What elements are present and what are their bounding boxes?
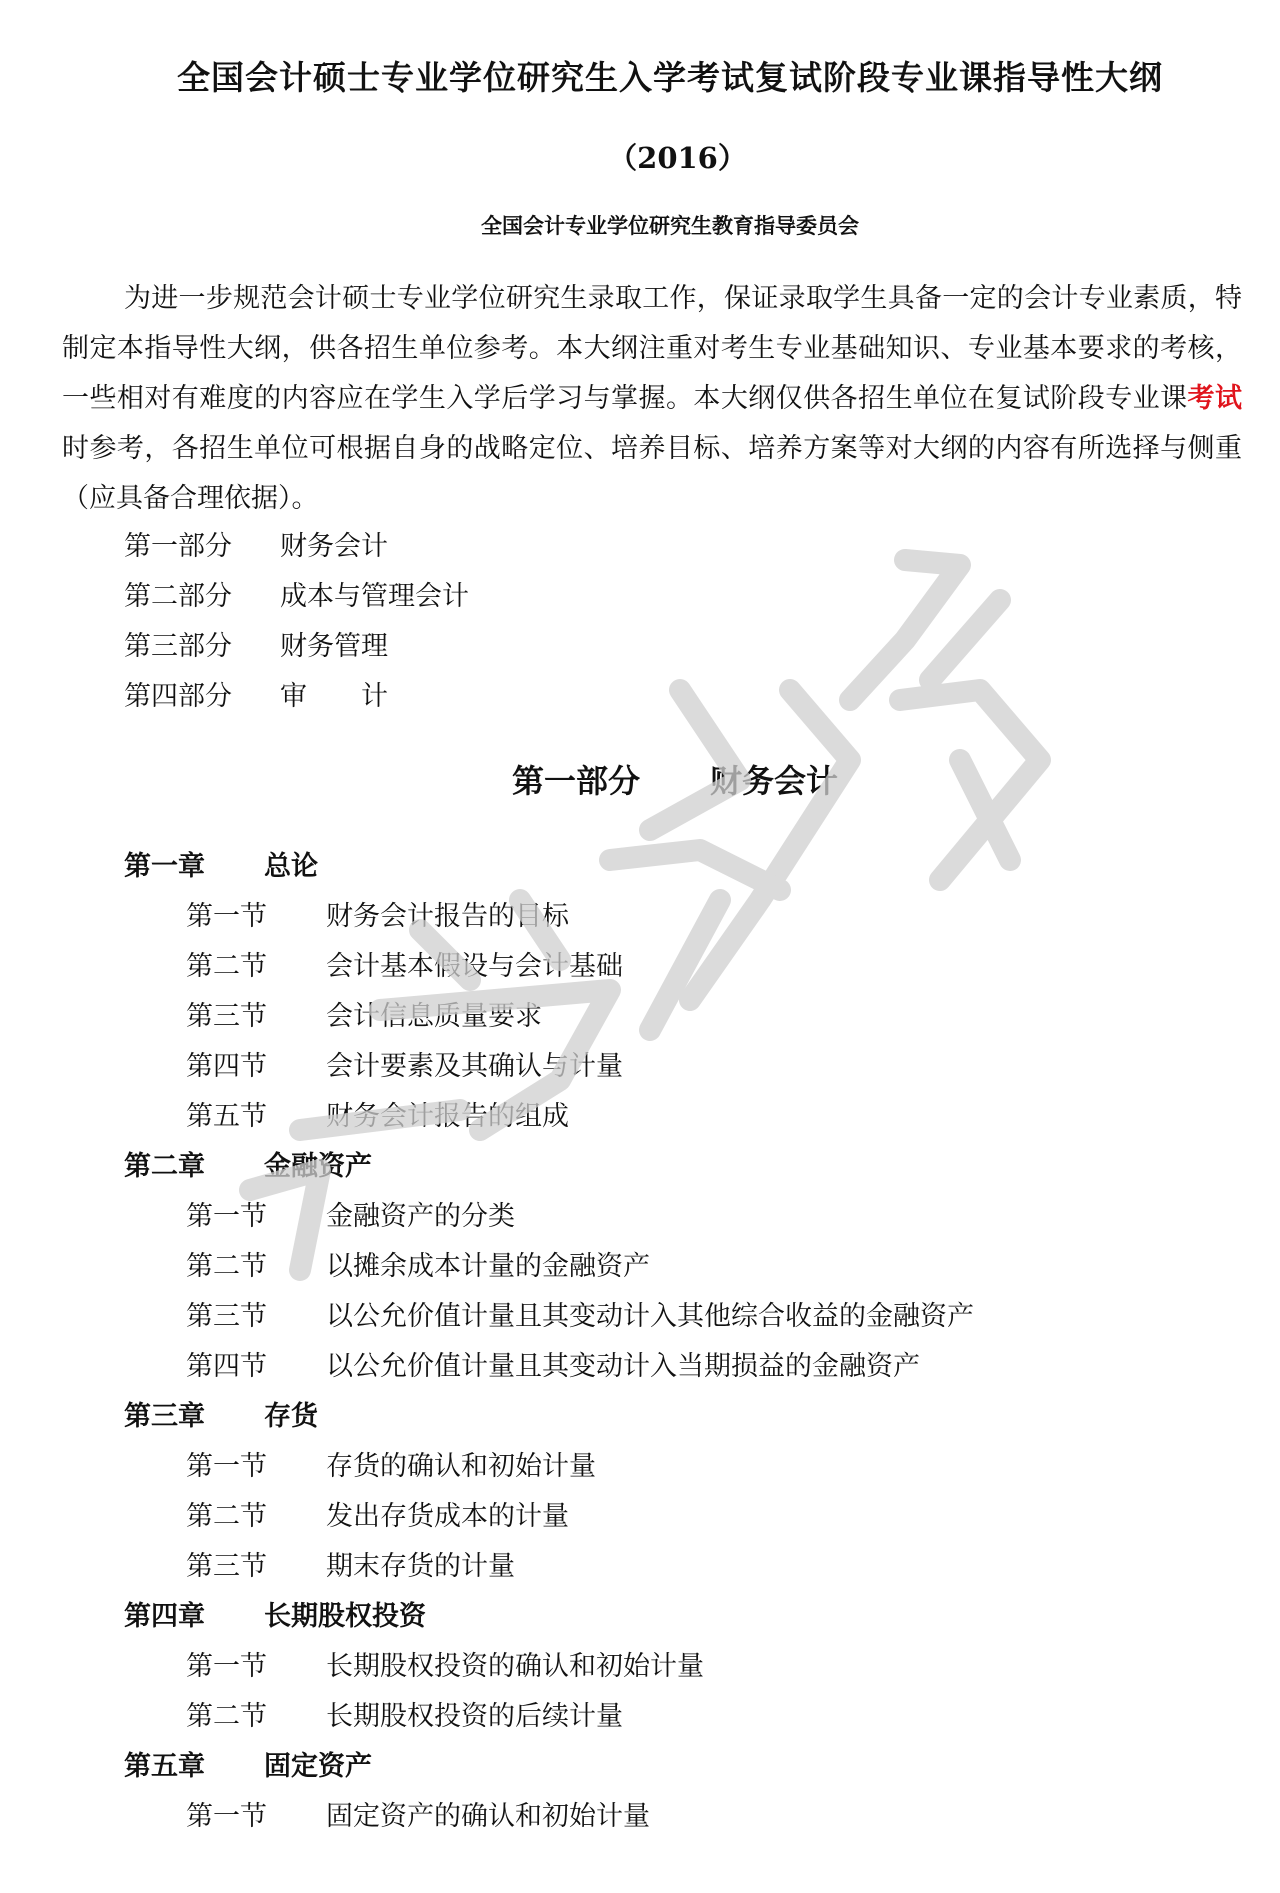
section-title: 以公允价值计量且其变动计入当期损益的金融资产 xyxy=(326,1351,920,1382)
toc-item-num: 第二部分 xyxy=(124,581,232,612)
section-title: 期末存货的计量 xyxy=(326,1551,515,1582)
chapter-heading xyxy=(124,1392,974,1442)
chapter-heading xyxy=(124,842,974,892)
toc-item-num: 第四部分 xyxy=(124,681,232,712)
section-item xyxy=(124,1042,974,1092)
section-title: 长期股权投资的后续计量 xyxy=(326,1701,623,1732)
section-item xyxy=(124,1342,974,1392)
toc-item xyxy=(124,622,469,672)
section-num: 第一节 xyxy=(186,1651,267,1682)
section-title: 固定资产的确认和初始计量 xyxy=(326,1801,650,1832)
section-item xyxy=(124,1492,974,1542)
section-num: 第二节 xyxy=(186,1701,267,1732)
toc-item xyxy=(124,522,469,572)
section-item xyxy=(124,1792,974,1842)
section-item xyxy=(124,1542,974,1592)
toc-item xyxy=(124,672,469,722)
section-num: 第二节 xyxy=(186,1501,267,1532)
section-item xyxy=(124,1692,974,1742)
section-num: 第一节 xyxy=(186,901,267,932)
section-title: 长期股权投资的确认和初始计量 xyxy=(326,1651,704,1682)
section-title: 发出存货成本的计量 xyxy=(326,1501,569,1532)
parts-list xyxy=(124,522,469,722)
section-title: 财务会计报告的组成 xyxy=(326,1101,569,1132)
intro-text-end: 时参考，各招生单位可根据自身的战略定位、培养目标、培养方案等对大纲的内容有所选择与侧重（应具备合理依据）。 xyxy=(62,433,1242,514)
section-item xyxy=(124,1442,974,1492)
intro-paragraph xyxy=(62,274,1242,524)
chapter-num: 第五章 xyxy=(124,1751,205,1782)
chapter-num: 第一章 xyxy=(124,851,205,882)
section-num: 第四节 xyxy=(186,1051,267,1082)
section-item xyxy=(124,942,974,992)
chapter-num: 第二章 xyxy=(124,1151,205,1182)
chapter-num: 第三章 xyxy=(124,1401,205,1432)
toc-item-label: 审 计 xyxy=(280,681,388,712)
chapter-title: 总论 xyxy=(264,851,318,882)
toc-item-label: 成本与管理会计 xyxy=(280,581,469,612)
toc-item-label: 财务会计 xyxy=(280,531,388,562)
section-num: 第一节 xyxy=(186,1801,267,1832)
section-item xyxy=(124,1192,974,1242)
section-item xyxy=(124,1292,974,1342)
issuing-organization: 全国会计专业学位研究生教育指导委员会 xyxy=(481,214,859,238)
section-num: 第三节 xyxy=(186,1301,267,1332)
section-num: 第二节 xyxy=(186,1251,267,1282)
section-num: 第五节 xyxy=(186,1101,267,1132)
document-year: （2016） xyxy=(608,141,747,175)
chapter-num: 第四章 xyxy=(124,1601,205,1632)
toc-item-num: 第三部分 xyxy=(124,631,232,662)
section-item xyxy=(124,892,974,942)
section-title: 存货的确认和初始计量 xyxy=(326,1451,596,1482)
section-item xyxy=(124,1642,974,1692)
section-title: 财务会计报告的目标 xyxy=(326,901,569,932)
chapter-heading xyxy=(124,1742,974,1792)
chapter-title: 金融资产 xyxy=(264,1151,372,1182)
section-num: 第四节 xyxy=(186,1351,267,1382)
chapter-title: 存货 xyxy=(264,1401,318,1432)
section-title: 会计信息质量要求 xyxy=(326,1001,542,1032)
section-num: 第三节 xyxy=(186,1551,267,1582)
chapter-heading xyxy=(124,1142,974,1192)
highlighted-term: 考试 xyxy=(1187,383,1242,414)
section-num: 第二节 xyxy=(186,951,267,982)
section-item xyxy=(124,1092,974,1142)
toc-item-num: 第一部分 xyxy=(124,531,232,562)
toc-item-label: 财务管理 xyxy=(280,631,388,662)
section-item xyxy=(124,992,974,1042)
chapter-title: 固定资产 xyxy=(264,1751,372,1782)
section-num: 第一节 xyxy=(186,1201,267,1232)
section-title: 会计要素及其确认与计量 xyxy=(326,1051,623,1082)
section-title: 金融资产的分类 xyxy=(326,1201,515,1232)
chapter-outline xyxy=(124,842,974,1842)
section-item xyxy=(124,1242,974,1292)
section-title: 会计基本假设与会计基础 xyxy=(326,951,623,982)
section-title: 以摊余成本计量的金融资产 xyxy=(326,1251,650,1282)
section-num: 第三节 xyxy=(186,1001,267,1032)
toc-item xyxy=(124,572,469,622)
part-heading-num: 第一部分 xyxy=(511,762,640,800)
part-heading xyxy=(0,756,1280,802)
part-heading-label: 财务会计 xyxy=(710,762,839,800)
chapter-heading xyxy=(124,1592,974,1642)
section-num: 第一节 xyxy=(186,1451,267,1482)
section-title: 以公允价值计量且其变动计入其他综合收益的金融资产 xyxy=(326,1301,974,1332)
document-title: 全国会计硕士专业学位研究生入学考试复试阶段专业课指导性大纲 xyxy=(177,58,1163,97)
chapter-title: 长期股权投资 xyxy=(264,1601,426,1632)
intro-text-start: 为进一步规范会计硕士专业学位研究生录取工作，保证录取学生具备一定的会计专业素质，特制定本指导性大纲，供各招生单位参考。本大纲注重对考生专业基础知识、专业基本要求的考核，一些相对有难度的内容应在学生入学后学习与掌握。本大纲仅供各招生单位在复试阶段专业课 xyxy=(62,283,1242,414)
